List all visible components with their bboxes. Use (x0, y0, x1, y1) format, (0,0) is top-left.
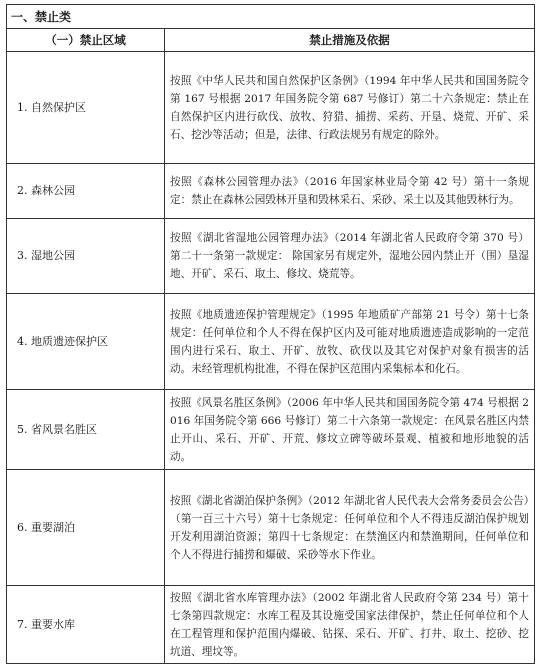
regulation-document (6, 4, 534, 664)
table-row (7, 294, 535, 390)
area-cell: 1. 自然保护区 (7, 52, 165, 164)
area-cell: 6. 重要湖泊 (7, 470, 165, 586)
table-row (7, 470, 535, 586)
measures-cell: 按照《湖北省湖泊保护条例》（2012 年湖北省人民代表大会常务委员会公告）（第一百三十六号）第十七条规定：任何单位和个人不得违反湖泊保护规划开发利用湖泊资源；第四十七条规定：在禁渔区内和禁渔期间，任何单位和个人不得进行捕捞和爆破、采砂等水下作业。 (165, 470, 535, 586)
measures-cell: 按照《湖北省湿地公园管理办法》（2014 年湖北省人民政府令第 370 号）第二十一条第一款规定： 除国家另有规定外，湿地公园内禁止开（围）垦湿地、开矿、采石、取土、修坟、烧荒等。 (165, 219, 535, 294)
area-cell: 2. 森林公园 (7, 164, 165, 219)
table-header-row (7, 29, 535, 52)
measures-cell: 按照《风景名胜区条例》（2006 年中华人民共和国国务院令第 474 号根据 2016 年国务院令第 666 号修订）第二十六条第一款规定：在风景名胜区内禁止开山、采石、开矿、开荒、修坟立碑等破坏景观、植被和地形地貌的活动。 (165, 390, 535, 470)
table-row (7, 586, 535, 664)
header-area: （一）禁止区域 (7, 29, 165, 52)
measures-cell: 按照《湖北省水库管理办法》（2002 年湖北省人民政府令第 234 号）第十七条第四款规定：水库工程及其设施受国家法律保护，禁止任何单位和个人在工程管理和保护范围内爆破、钻探、采石、开矿、打井、取土、挖砂、挖坑道、埋坟等。 (165, 586, 535, 664)
table-row (7, 164, 535, 219)
prohibition-table (6, 4, 535, 664)
header-measures: 禁止措施及依据 (165, 29, 535, 52)
measures-cell: 按照《中华人民共和国自然保护区条例》（1994 年中华人民共和国国务院令第 167 号根据 2017 年国务院令第 687 号修订）第二十六条规定：禁止在自然保护区内进行砍伐、放牧、狩猎、捕捞、采药、开垦、烧荒、开矿、采石、挖沙等活动；但是，法律、行政法规另有规定的除外。 (165, 52, 535, 164)
table-row (7, 52, 535, 164)
measures-cell: 按照《地质遗迹保护管理规定》（1995 年地质矿产部第 21 号令）第十七条规定：任何单位和个人不得在保护区内及可能对地质遗迹造成影响的一定范围内进行采石、取土、开矿、放牧、砍伐以及其它对保护对象有损害的活动。未经管理机构批准，不得在保护区范围内采集标本和化石。 (165, 294, 535, 390)
area-cell: 7. 重要水库 (7, 586, 165, 664)
table-row (7, 219, 535, 294)
table-row (7, 390, 535, 470)
area-cell: 5. 省风景名胜区 (7, 390, 165, 470)
area-cell: 3. 湿地公园 (7, 219, 165, 294)
section-title: 一、禁止类 (7, 5, 535, 29)
area-cell: 4. 地质遗迹保护区 (7, 294, 165, 390)
measures-cell: 按照《森林公园管理办法》（2016 年国家林业局令第 42 号）第十一条规定：禁止在森林公园毁林开垦和毁林采石、采砂、采土以及其他毁林行为。 (165, 164, 535, 219)
